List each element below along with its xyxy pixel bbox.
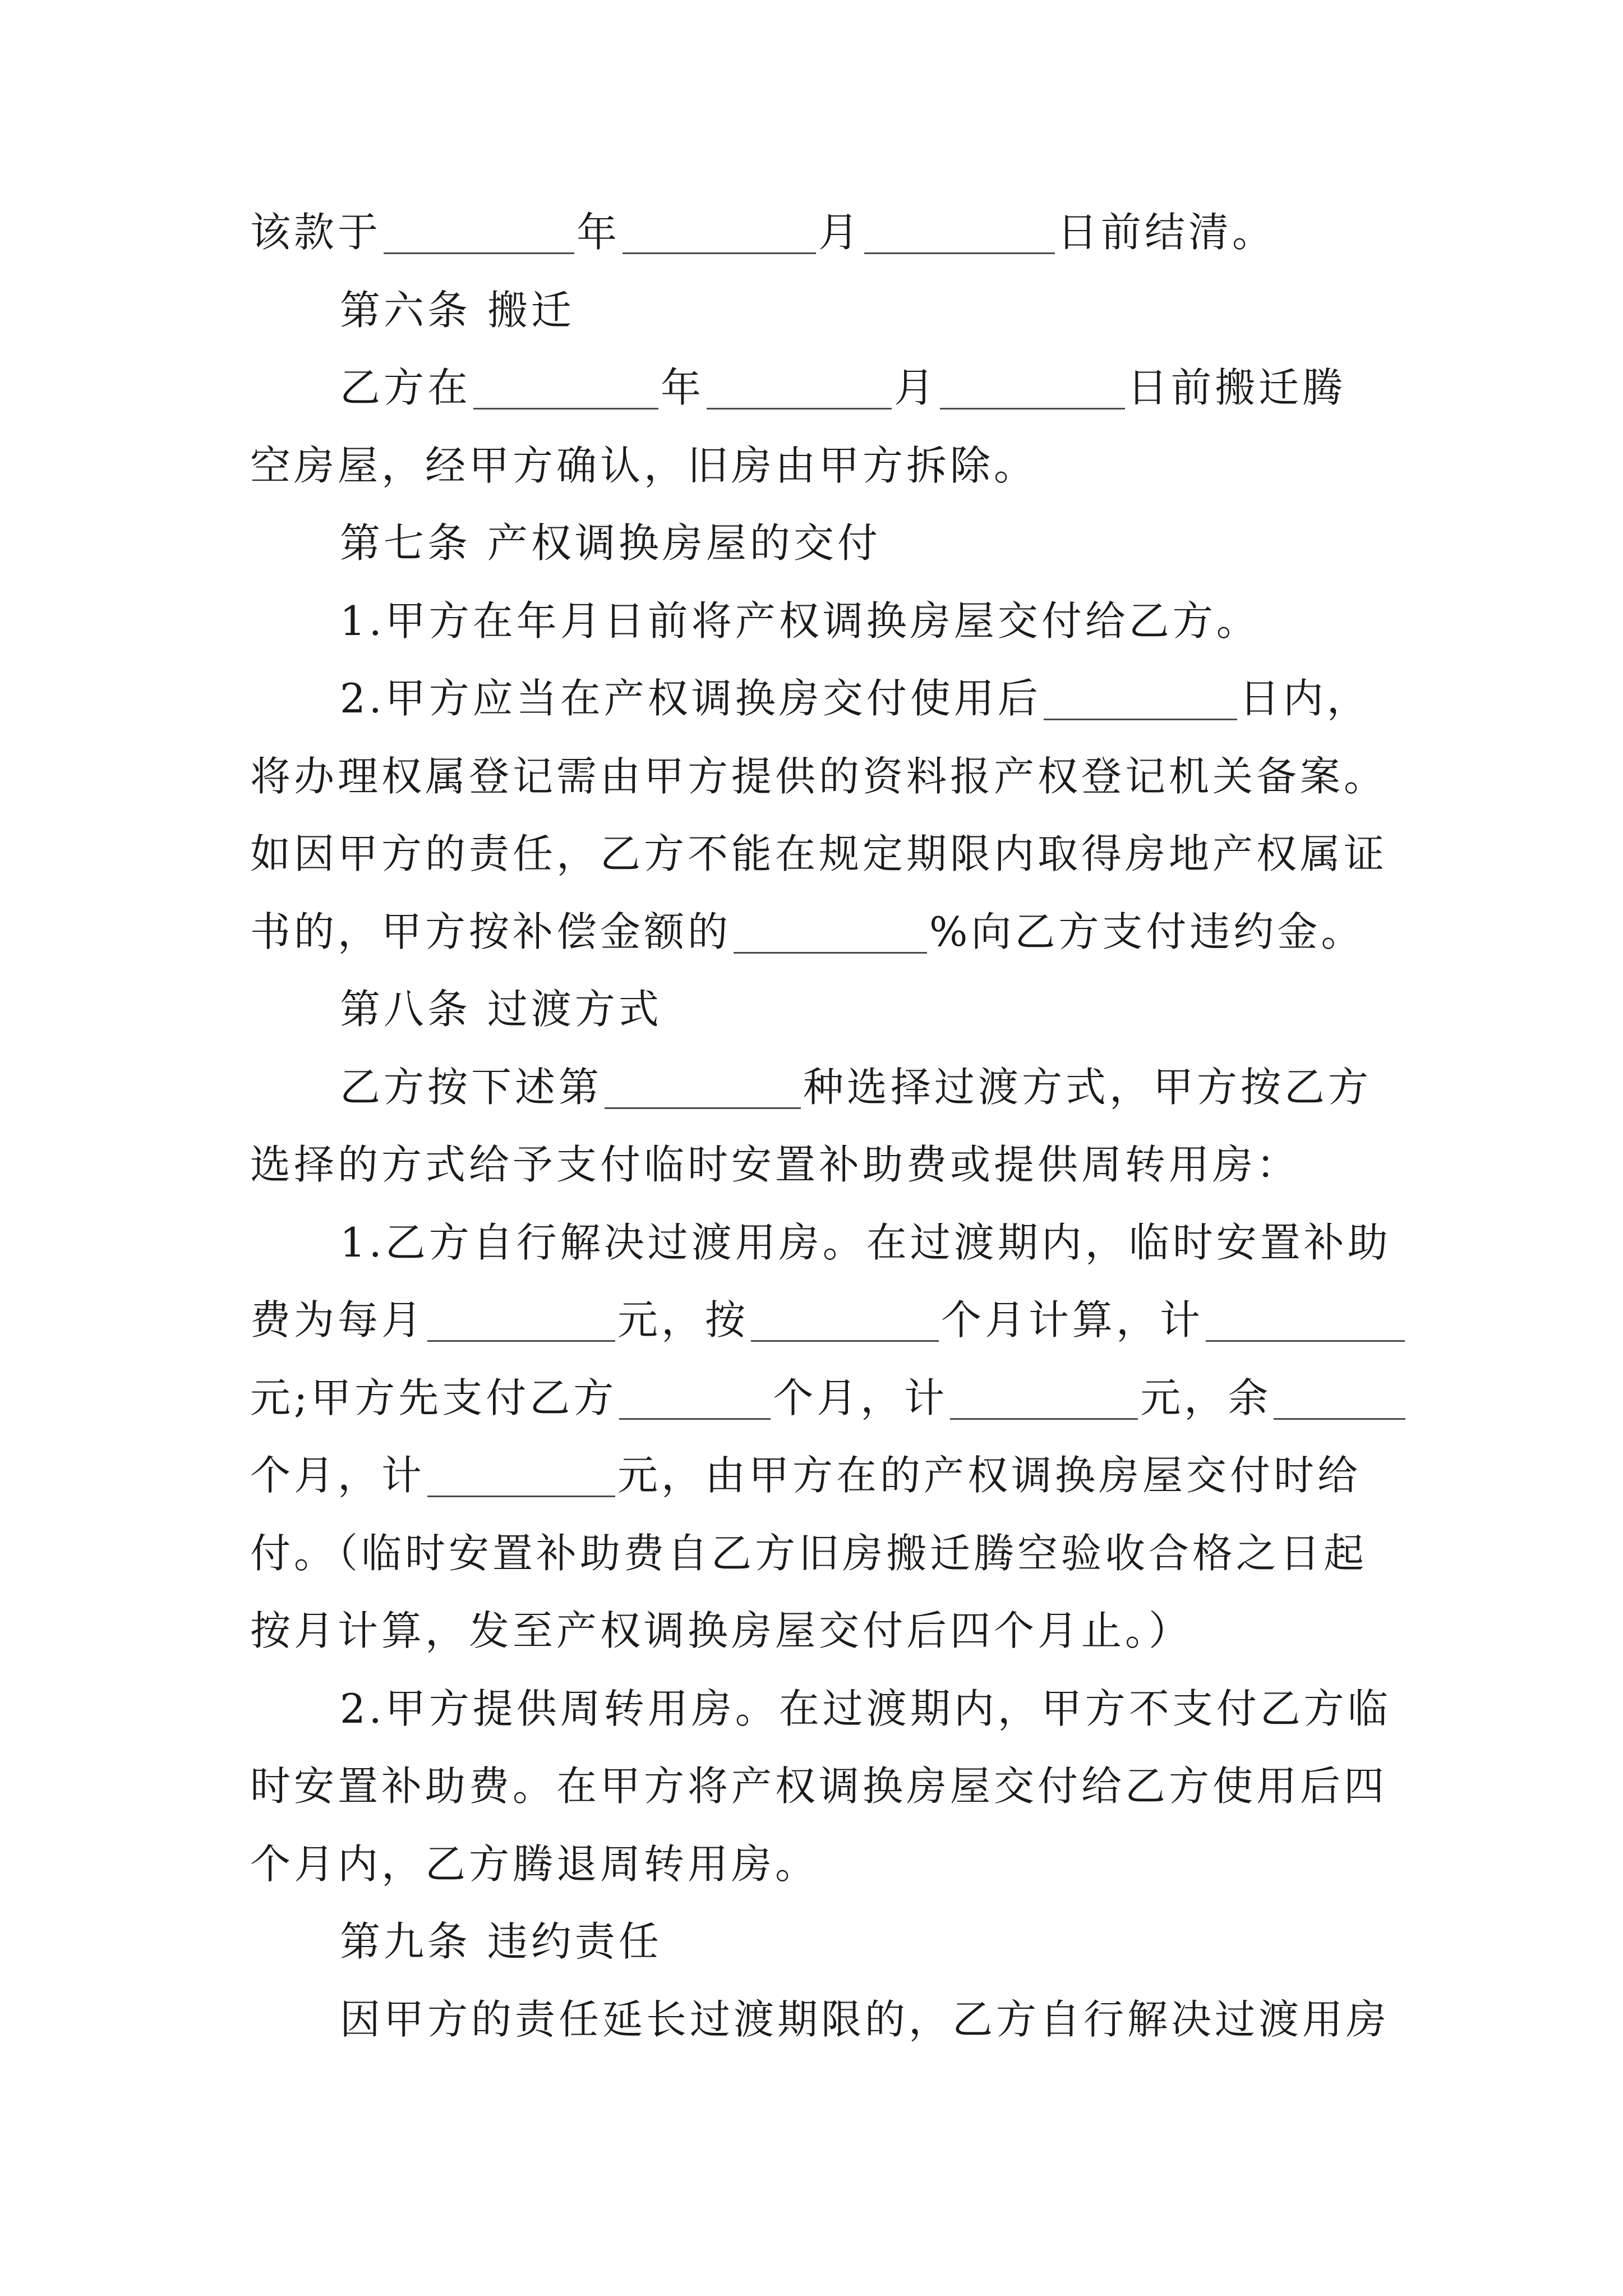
fill-blank <box>427 1301 615 1342</box>
text-segment: 年 <box>577 209 621 256</box>
paragraph-line <box>250 1048 1389 1126</box>
fill-blank <box>1274 1379 1405 1420</box>
text-segment: 种选择过渡方式，甲方按乙方 <box>803 1063 1372 1111</box>
paragraph-line <box>250 1592 1389 1670</box>
paragraph-line <box>250 1670 1389 1748</box>
line-text: 时安置补助费。在甲方将产权调换房屋交付给乙方使用后四 <box>250 1763 1388 1810</box>
fill-blank <box>605 1068 801 1109</box>
paragraph-line <box>250 815 1389 893</box>
paragraph-line <box>250 893 1389 971</box>
line-text: 空房屋，经甲方确认，旧房由甲方拆除。 <box>250 441 1038 489</box>
fill-blank <box>619 1379 771 1420</box>
line-text: 1.甲方在年月日前将产权调换房屋交付给乙方。 <box>340 597 1260 645</box>
line-text: 个月内，乙方腾退周转用房。 <box>250 1840 819 1888</box>
text-segment: 年 <box>661 364 705 411</box>
text-segment: 个月计算，计 <box>941 1296 1204 1343</box>
text-segment: 日前搬迁腾 <box>1127 364 1347 411</box>
article-heading <box>250 1903 1389 1981</box>
text-segment: 日内， <box>1239 675 1371 722</box>
line-text: 选择的方式给予支付临时安置补助费或提供周转用房： <box>250 1141 1301 1188</box>
line-text: 如因甲方的责任，乙方不能在规定期限内取得房地产权属证 <box>250 830 1388 877</box>
text-segment: 个月，计 <box>250 1452 426 1499</box>
fill-blank <box>940 369 1125 409</box>
text-segment: 元，由甲方在的产权调换房屋交付时给 <box>617 1452 1362 1499</box>
heading-text: 第六条 搬迁 <box>340 286 575 334</box>
fill-blank <box>427 1456 615 1497</box>
line-text: 付。（临时安置补助费自乙方旧房搬迁腾空验收合格之日起 <box>250 1529 1368 1577</box>
line-text: 将办理权属登记需由甲方提供的资料报产权登记机关备案。 <box>250 752 1388 800</box>
text-segment: 乙方在 <box>340 364 472 411</box>
text-segment: 元;甲方先支付乙方 <box>250 1374 617 1421</box>
paragraph-line <box>250 582 1389 660</box>
fill-blank <box>864 213 1055 254</box>
paragraph-line <box>250 1126 1389 1204</box>
fill-blank <box>950 1379 1138 1420</box>
line-text: 1.乙方自行解决过渡用房。在过渡期内，临时安置补助 <box>340 1218 1391 1266</box>
paragraph-line <box>250 1359 1389 1437</box>
fill-blank <box>384 213 574 254</box>
document-body <box>250 194 1389 2058</box>
text-segment: 个月，计 <box>773 1374 948 1421</box>
text-segment: 月 <box>818 209 863 256</box>
line-text: 按月计算，发至产权调换房屋交付后四个月止。） <box>250 1607 1193 1654</box>
fill-blank <box>734 913 927 954</box>
article-heading <box>250 970 1389 1048</box>
paragraph-line <box>250 1281 1389 1359</box>
heading-text: 第八条 过渡方式 <box>340 986 662 1033</box>
heading-text: 第九条 违约责任 <box>340 1918 662 1965</box>
article-heading <box>250 272 1389 349</box>
paragraph-line <box>250 194 1389 272</box>
text-segment: 费为每月 <box>250 1296 426 1343</box>
text-segment: 乙方按下述第 <box>340 1063 603 1111</box>
text-segment: 月 <box>894 364 938 411</box>
paragraph-line <box>250 1437 1389 1515</box>
paragraph-line <box>250 1515 1389 1593</box>
text-segment: 书的，甲方按补偿金额的 <box>250 908 732 955</box>
paragraph-line <box>250 427 1389 505</box>
paragraph-line <box>250 1981 1389 2059</box>
fill-blank <box>751 1301 939 1342</box>
fill-blank <box>473 369 658 409</box>
paragraph-line <box>250 660 1389 738</box>
paragraph-line <box>250 1204 1389 1282</box>
fill-blank <box>707 369 892 409</box>
fill-blank <box>623 213 816 254</box>
text-segment: 该款于 <box>250 209 382 256</box>
text-segment: %向乙方支付违约金。 <box>929 908 1365 955</box>
text-segment: 元，余 <box>1140 1374 1272 1421</box>
article-heading <box>250 504 1389 582</box>
heading-text: 第七条 产权调换房屋的交付 <box>340 519 881 567</box>
fill-blank <box>1206 1301 1405 1342</box>
text-segment: 日前结清。 <box>1057 209 1276 256</box>
paragraph-line <box>250 738 1389 816</box>
paragraph-line <box>250 1825 1389 1903</box>
text-segment: 2.甲方应当在产权调换房交付使用后 <box>340 675 1041 722</box>
paragraph-line <box>250 349 1389 427</box>
paragraph-line <box>250 1747 1389 1825</box>
text-segment: 元，按 <box>617 1296 749 1343</box>
fill-blank <box>1044 679 1237 720</box>
line-text: 2.甲方提供周转用房。在过渡期内，甲方不支付乙方临 <box>340 1685 1391 1732</box>
line-text: 因甲方的责任延长过渡期限的，乙方自行解决过渡用房 <box>340 1995 1390 2043</box>
